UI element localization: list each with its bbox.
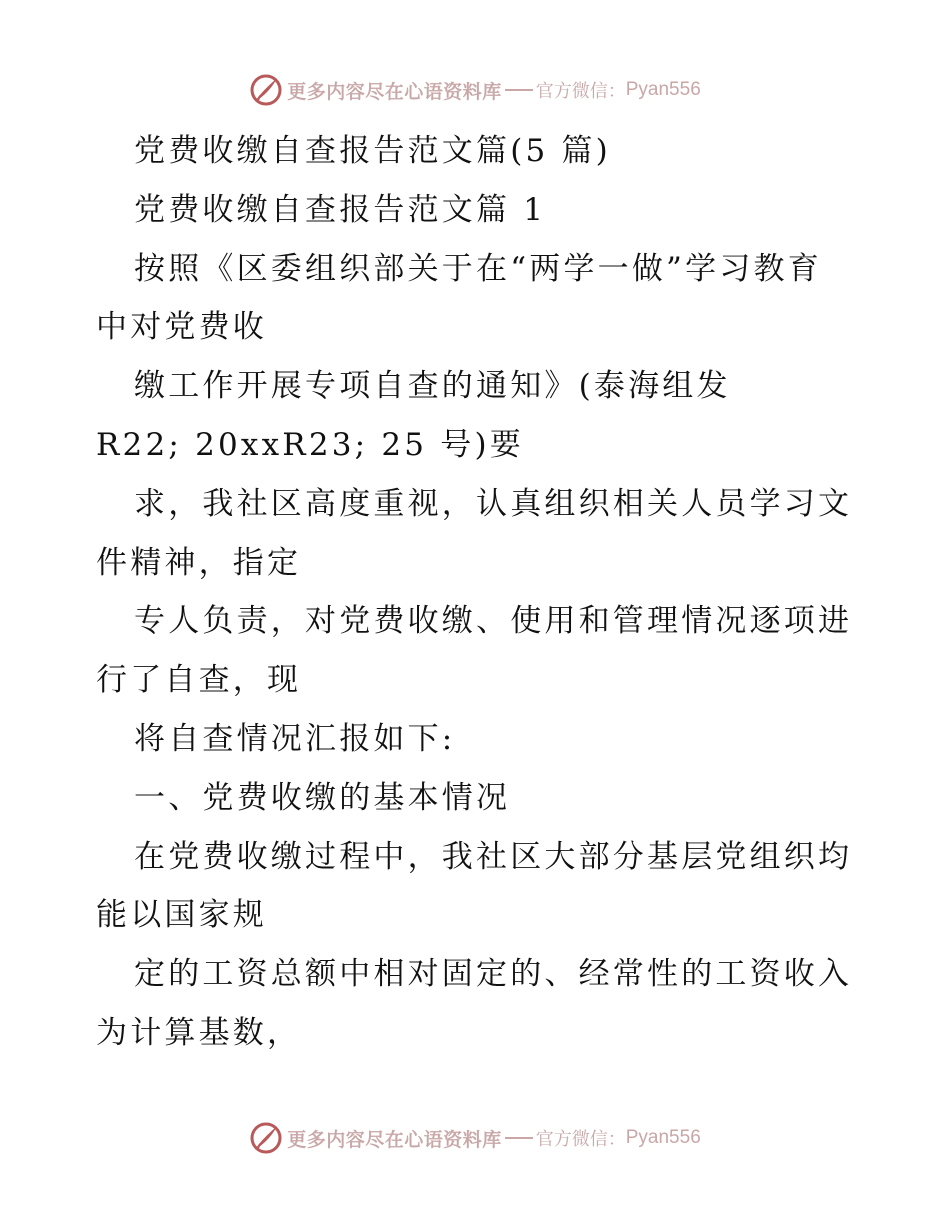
- paragraph-line: 定的工资总额中相对固定的、经常性的工资收入: [134, 956, 853, 993]
- paragraph-line: R22; 20xxR23; 25 号)要: [96, 426, 524, 463]
- paragraph-line: 按照《区委组织部关于在“两学一做”学习教育: [134, 250, 822, 287]
- paragraph-line: 中对党费收: [96, 309, 267, 346]
- header-brand-text: 更多内容尽在心语资料库: [287, 80, 502, 103]
- header-banner: [0, 70, 950, 110]
- paragraph-line: 求，我社区高度重视，认真组织相关人员学习文: [134, 485, 853, 522]
- paragraph-line: 为计算基数，: [96, 1014, 302, 1051]
- quill-logo-icon: [249, 73, 283, 107]
- section-heading: 党费收缴自查报告范文篇 1: [134, 191, 547, 228]
- paragraph-line: 将自查情况汇报如下:: [134, 720, 456, 757]
- header-dash: [505, 89, 533, 91]
- header-wechat-id: Pyan556: [625, 79, 701, 100]
- paragraph-line: 行了自查，现: [96, 662, 302, 699]
- paragraph-line: 专人负责，对党费收缴、使用和管理情况逐项进: [134, 603, 853, 640]
- header-wechat-label: 官方微信：: [535, 81, 626, 102]
- quill-logo-icon: [249, 1121, 283, 1155]
- paragraph-line: 件精神，指定: [96, 544, 302, 581]
- footer-banner: [0, 1118, 950, 1158]
- subsection-heading: 一、党费收缴的基本情况: [134, 779, 511, 816]
- document-body: [96, 122, 866, 1063]
- footer-dash: [505, 1137, 533, 1139]
- paragraph-line: 缴工作开展专项自查的通知》(泰海组发: [134, 368, 731, 405]
- paragraph-line: 能以国家规: [96, 897, 267, 934]
- footer-wechat-id: Pyan556: [625, 1127, 701, 1148]
- footer-brand-text: 更多内容尽在心语资料库: [287, 1128, 502, 1151]
- document-title: 党费收缴自查报告范文篇(5 篇): [134, 133, 611, 169]
- paragraph-line: 在党费收缴过程中，我社区大部分基层党组织均: [134, 838, 853, 875]
- footer-wechat-label: 官方微信：: [535, 1129, 626, 1150]
